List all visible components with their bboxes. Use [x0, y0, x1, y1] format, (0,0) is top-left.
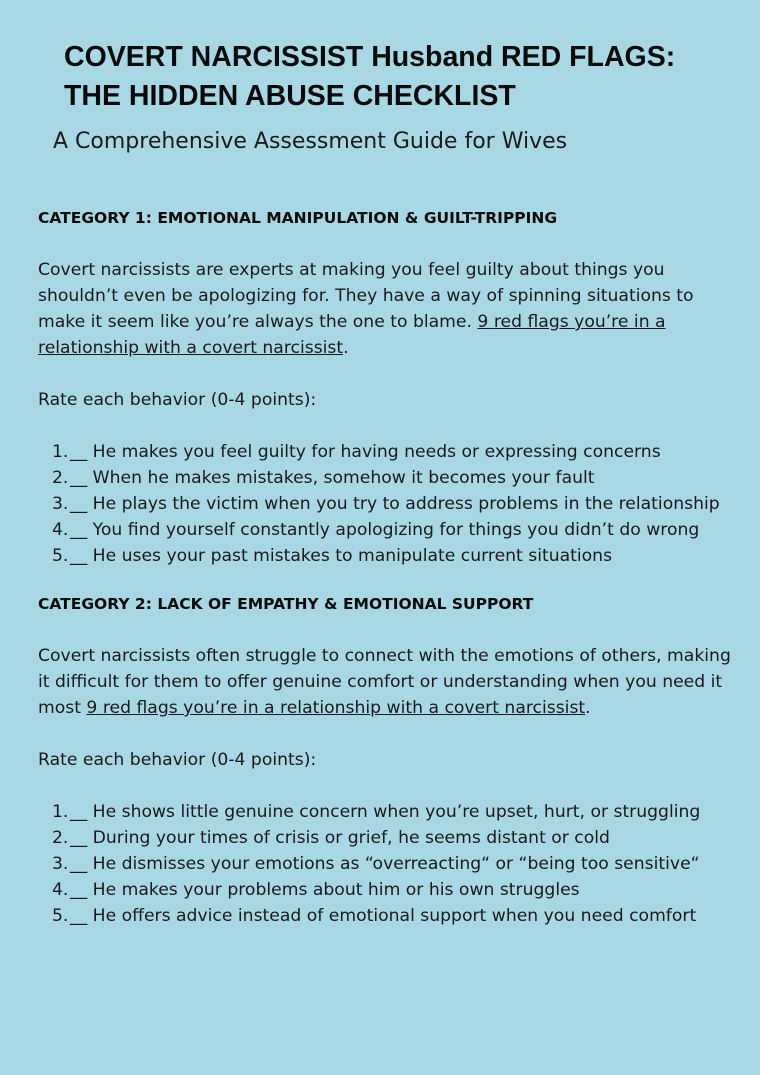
item-text: __ He dismisses your emotions as “overreacting“ or “being too sensitive“	[70, 854, 700, 874]
category-2-paragraph-text: Covert narcissists often struggle to connect with the emotions of others, making it difficult for them to offer genuine comfort or understanding when you need it most	[38, 646, 731, 718]
item-number: 4.	[52, 520, 69, 540]
category-1-list	[38, 439, 738, 569]
category-1-paragraph-end: .	[343, 338, 349, 358]
category-2-paragraph-end: .	[585, 698, 591, 718]
item-text: __ He plays the victim when you try to address problems in the relationship	[70, 494, 720, 514]
list-item	[38, 439, 738, 465]
item-number: 2.	[52, 468, 69, 488]
list-item	[38, 825, 738, 851]
item-text: __ He makes you feel guilty for having needs or expressing concerns	[70, 442, 661, 462]
item-text: __ He offers advice instead of emotional support when you need comfort	[70, 906, 697, 926]
category-1-link[interactable]: 9 red flags you’re in a relationship with a covert narcissist	[38, 312, 666, 358]
list-item	[38, 543, 738, 569]
category-1-section	[38, 205, 738, 569]
page-title	[64, 38, 724, 116]
category-2-paragraph	[38, 643, 738, 721]
item-number: 1.	[52, 802, 69, 822]
checklist-content	[38, 205, 738, 929]
list-item	[38, 517, 738, 543]
item-text: __ During your times of crisis or grief, he seems distant or cold	[70, 828, 610, 848]
category-1-paragraph	[38, 257, 738, 361]
list-item	[38, 851, 738, 877]
item-number: 1.	[52, 442, 69, 462]
list-item	[38, 903, 738, 929]
item-text: __ He uses your past mistakes to manipulate current situations	[70, 546, 613, 566]
item-number: 5.	[52, 546, 69, 566]
category-1-heading: CATEGORY 1: EMOTIONAL MANIPULATION & GUILT-TRIPPING	[38, 209, 558, 227]
item-number: 3.	[52, 854, 69, 874]
title-line-2: THE HIDDEN ABUSE CHECKLIST	[64, 80, 516, 112]
item-text: __ He makes your problems about him or his own struggles	[70, 880, 580, 900]
page-subtitle: A Comprehensive Assessment Guide for Wives	[53, 129, 568, 154]
item-number: 5.	[52, 906, 69, 926]
category-2-rate-instruction: Rate each behavior (0-4 points):	[38, 750, 317, 770]
category-2-section	[38, 591, 738, 929]
item-number: 2.	[52, 828, 69, 848]
list-item	[38, 491, 738, 517]
item-number: 4.	[52, 880, 69, 900]
category-1-paragraph-text: Covert narcissists are experts at making you feel guilty about things you shouldn’t even be apologizing for. They have a way of spinning situations to make it seem like you’re always the one to blame.	[38, 260, 694, 332]
category-2-list	[38, 799, 738, 929]
title-line-1: COVERT NARCISSIST Husband RED FLAGS:	[64, 41, 676, 73]
list-item	[38, 799, 738, 825]
category-1-rate-instruction: Rate each behavior (0-4 points):	[38, 390, 317, 410]
category-2-heading: CATEGORY 2: LACK OF EMPATHY & EMOTIONAL SUPPORT	[38, 595, 534, 613]
category-2-link[interactable]: 9 red flags you’re in a relationship with a covert narcissist	[86, 698, 586, 718]
item-text: __ When he makes mistakes, somehow it becomes your fault	[70, 468, 595, 488]
item-text: __ You find yourself constantly apologizing for things you didn’t do wrong	[70, 520, 700, 540]
list-item	[38, 877, 738, 903]
list-item	[38, 465, 738, 491]
item-text: __ He shows little genuine concern when you’re upset, hurt, or struggling	[70, 802, 701, 822]
item-number: 3.	[52, 494, 69, 514]
